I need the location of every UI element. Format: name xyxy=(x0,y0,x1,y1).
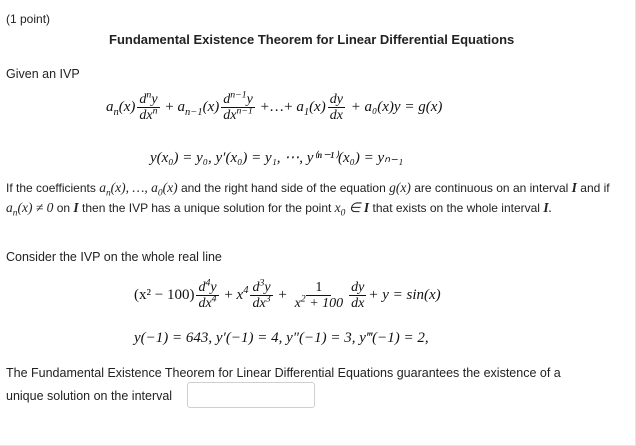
final-prompt-line1: The Fundamental Existence Theorem for Linear Differential Equations guarantees the existence of a xyxy=(6,366,561,380)
final-prompt-line2: unique solution on the interval xyxy=(6,389,173,403)
problem-title: Fundamental Existence Theorem for Linear Differential Equations xyxy=(109,32,515,47)
general-initial-conditions: y(x₀) = y₀, y′(x₀) = y₁, ⋯, y⁽ⁿ⁻¹⁾(x₀) = yₙ₋₁ xyxy=(150,150,404,166)
specific-initial-conditions: y(−1) = 643, y′(−1) = 4, y″(−1) = 3, y‴(−1) = 2, xyxy=(134,330,429,346)
general-ode-equation: $a_n(x)$ $\frac{d^ny}{dx^n}$ + $a_{n-1}(x)$ $\frac{d^{n-1}y}{dx^{n-1}}$ +…+ $a_1(x)$ $\frac{dy}{dx}$ + a₀(x)y = g(x) xyxy=(106,89,443,123)
specific-ode-coefficient: (x² − 100) xyxy=(134,287,195,303)
general-ode-tail: + a₀(x)y = g(x) xyxy=(350,99,443,115)
points-label: (1 point) xyxy=(6,12,51,26)
specific-ode-tail: + y = sin(x) xyxy=(368,287,441,303)
interval-answer-input[interactable] xyxy=(187,382,315,408)
specific-ode-equation: (x² − 100) $\frac{d^4y}{dx^4}$ + $x^4$ $\frac{d^3y}{dx^3}$ + $\frac{1}{x^2 + 100}$ $\frac{dy}{dx}$ + y = sin(x) xyxy=(134,277,441,311)
intro-text: Given an IVP xyxy=(6,67,80,81)
theorem-statement: If the coefficients $a_n(x)$, …, $a_0(x)$ and the right hand side of the equation g(x) are continuous on an interval I and if $a_n(x) \ne 0$ on I then the IVP has a unique solution for the point $x_0$ ∈ I that exists on the whole interval I. xyxy=(6,180,610,219)
consider-text: Consider the IVP on the whole real line xyxy=(6,250,222,264)
